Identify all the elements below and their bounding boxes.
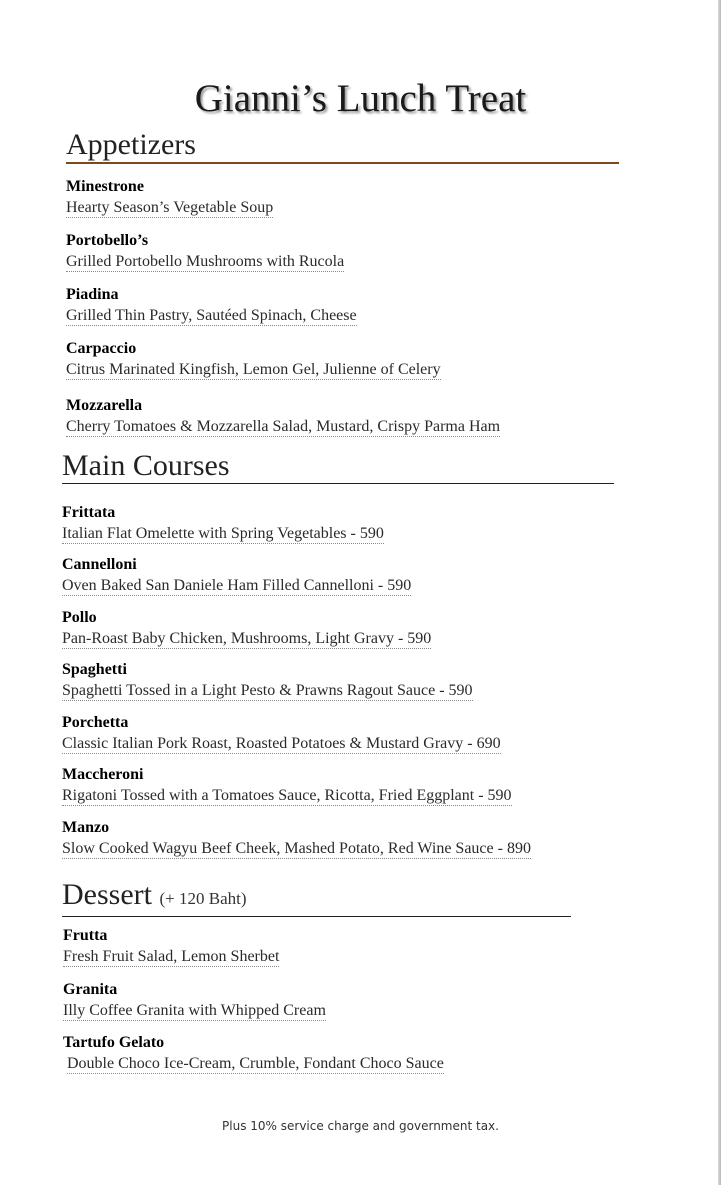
section-heading-text: Appetizers [66, 128, 196, 161]
menu-item-description: Citrus Marinated Kingfish, Lemon Gel, Julienne of Celery [66, 361, 441, 378]
menu-item-name: Carpaccio [66, 340, 137, 357]
menu-item-description: Pan-Roast Baby Chicken, Mushrooms, Light Gravy - 590 [62, 630, 432, 647]
menu-item-name: Minestrone [66, 178, 144, 195]
menu-item-description: Cherry Tomatoes & Mozzarella Salad, Mustard, Crispy Parma Ham [66, 418, 501, 435]
menu-item-name: Cannelloni [62, 556, 137, 573]
section-heading-dessert [62, 879, 571, 917]
menu-item-description: Classic Italian Pork Roast, Roasted Potatoes & Mustard Gravy - 690 [62, 735, 501, 752]
menu-item-name: Granita [63, 981, 118, 998]
menu-item-description: Italian Flat Omelette with Spring Vegetables - 590 [62, 525, 384, 542]
menu-item-description: Slow Cooked Wagyu Beef Cheek, Mashed Potato, Red Wine Sauce - 890 [62, 840, 531, 857]
menu-item-description: Fresh Fruit Salad, Lemon Sherbet [63, 948, 280, 965]
menu-item-description: Grilled Thin Pastry, Sautéed Spinach, Cheese [66, 307, 357, 324]
menu-item-name: Maccheroni [62, 766, 144, 783]
menu-item-name: Piadina [66, 286, 119, 303]
menu-item-description: Spaghetti Tossed in a Light Pesto & Prawns Ragout Sauce - 590 [62, 682, 473, 699]
menu-item-name: Manzo [62, 819, 110, 836]
menu-item-description: Illy Coffee Granita with Whipped Cream [63, 1002, 326, 1019]
menu-item-name: Portobello’s [66, 232, 149, 249]
menu-item-description: Oven Baked San Daniele Ham Filled Cannelloni - 590 [62, 577, 412, 594]
menu-item-description: Rigatoni Tossed with a Tomatoes Sauce, Ricotta, Fried Eggplant - 590 [62, 787, 512, 804]
menu-item-name: Porchetta [62, 714, 129, 731]
menu-item-description: Hearty Season’s Vegetable Soup [66, 199, 274, 216]
menu-item-name: Mozzarella [66, 397, 143, 414]
page-title: Gianni’s Lunch Treat [194, 77, 527, 120]
section-heading-note: (+ 120 Baht) [159, 889, 247, 908]
section-heading-appetizers [66, 129, 619, 164]
menu-item-description: Double Choco Ice-Cream, Crumble, Fondant Choco Sauce [67, 1055, 444, 1072]
menu-item-name: Tartufo Gelato [63, 1034, 165, 1051]
menu-item-name: Frittata [62, 504, 116, 521]
menu-item-name: Pollo [62, 609, 97, 626]
section-heading-main-courses [62, 450, 614, 484]
menu-item-name: Spaghetti [62, 661, 127, 678]
menu-item-description: Grilled Portobello Mushrooms with Rucola [66, 253, 345, 270]
section-heading-text: Main Courses [62, 449, 230, 482]
section-heading-text: Dessert [62, 878, 152, 911]
footer-note: Plus 10% service charge and government tax. [222, 1119, 499, 1133]
menu-item-name: Frutta [63, 927, 108, 944]
